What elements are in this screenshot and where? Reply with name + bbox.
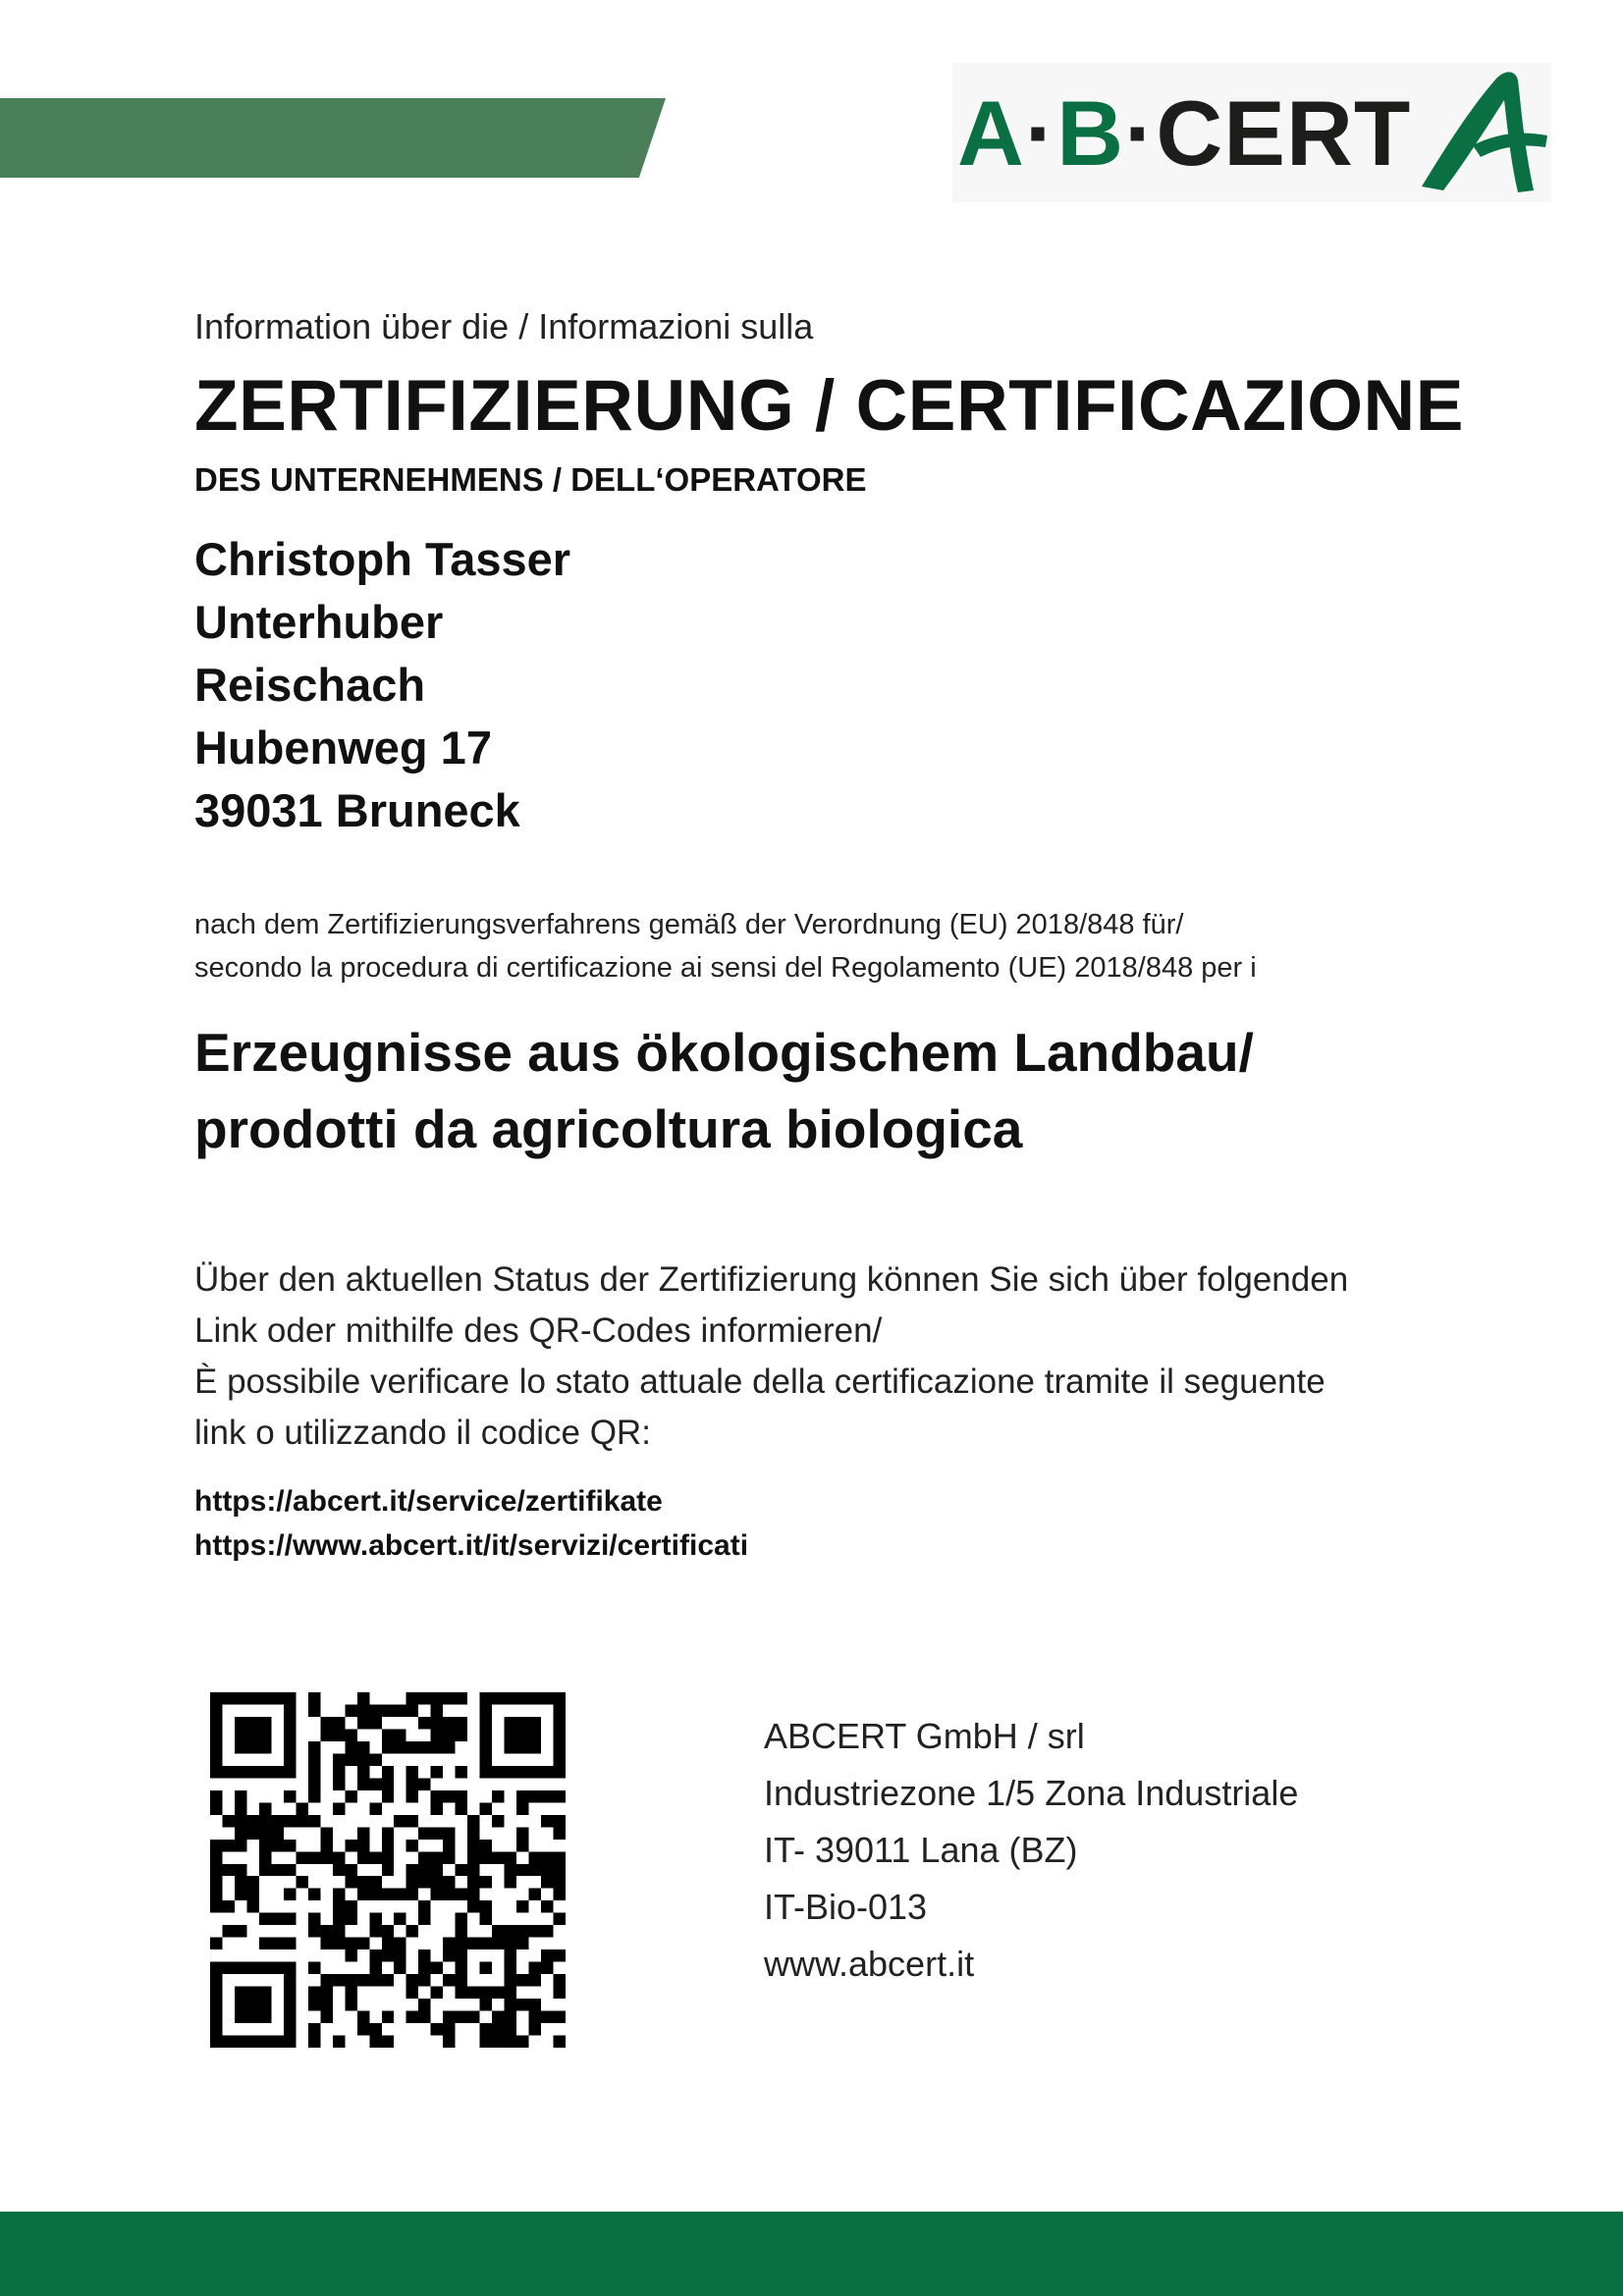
- issuer-address-block: [764, 1708, 1298, 1993]
- logo-dot: ·: [1024, 81, 1057, 185]
- issuer-company: ABCERT GmbH / srl: [764, 1716, 1085, 1756]
- logo-letter-b: B: [1056, 81, 1125, 185]
- certificate-links: [194, 1479, 748, 1568]
- link-it[interactable]: https://www.abcert.it/it/servizi/certificati: [194, 1529, 749, 1562]
- operator-locality: Reischach: [194, 659, 426, 711]
- intro-text: Information über die / Informazioni sulla: [194, 306, 814, 347]
- status-info-line: link o utilizzando il codice QR:: [194, 1414, 651, 1452]
- status-info-line: Über den aktuellen Status der Zertifizierung können Sie sich über folgenden: [194, 1260, 1349, 1299]
- status-info-paragraph: [194, 1255, 1348, 1459]
- top-accent-band: [0, 98, 666, 178]
- operator-name: Christoph Tasser: [194, 533, 571, 585]
- logo-dot: ·: [1124, 81, 1157, 185]
- logo-letter-a: A: [957, 81, 1025, 185]
- page-subtitle: DES UNTERNEHMENS / DELL‘OPERATORE: [194, 461, 867, 498]
- logo-word-cert: CERT: [1156, 81, 1412, 185]
- products-heading: [194, 1014, 1254, 1167]
- status-info-line: È possibile verificare lo stato attuale della certificazione tramite il seguente: [194, 1362, 1325, 1401]
- abcert-logo-text: [957, 81, 1412, 185]
- qr-code-icon[interactable]: [210, 1692, 566, 2048]
- procedure-text: [194, 903, 1257, 989]
- bottom-accent-band: [0, 2212, 1623, 2296]
- issuer-street: Industriezone 1/5 Zona Industriale: [764, 1773, 1299, 1813]
- procedure-line-de: nach dem Zertifizierungsverfahrens gemäß der Verordnung (EU) 2018/848 für/: [194, 909, 1184, 940]
- status-info-line: Link oder mithilfe des QR-Codes informieren/: [194, 1311, 883, 1350]
- issuer-website[interactable]: www.abcert.it: [764, 1944, 975, 1984]
- operator-street: Hubenweg 17: [194, 721, 492, 774]
- products-line-it: prodotti da agricoltura biologica: [194, 1098, 1023, 1159]
- issuer-city: IT- 39011 Lana (BZ): [764, 1830, 1078, 1870]
- issuer-code: IT-Bio-013: [764, 1887, 928, 1927]
- procedure-line-it: secondo la procedura di certificazione ai sensi del Regolamento (UE) 2018/848 per i: [194, 952, 1257, 984]
- link-de[interactable]: https://abcert.it/service/zertifikate: [194, 1485, 663, 1518]
- operator-farm: Unterhuber: [194, 596, 444, 648]
- page-title: ZERTIFIZIERUNG / CERTIFICAZIONE: [194, 366, 1464, 446]
- abcert-logo-mark-icon: [1414, 67, 1551, 199]
- products-line-de: Erzeugnisse aus ökologischem Landbau/: [194, 1022, 1254, 1083]
- operator-city: 39031 Bruneck: [194, 784, 520, 836]
- operator-address-block: [194, 528, 570, 842]
